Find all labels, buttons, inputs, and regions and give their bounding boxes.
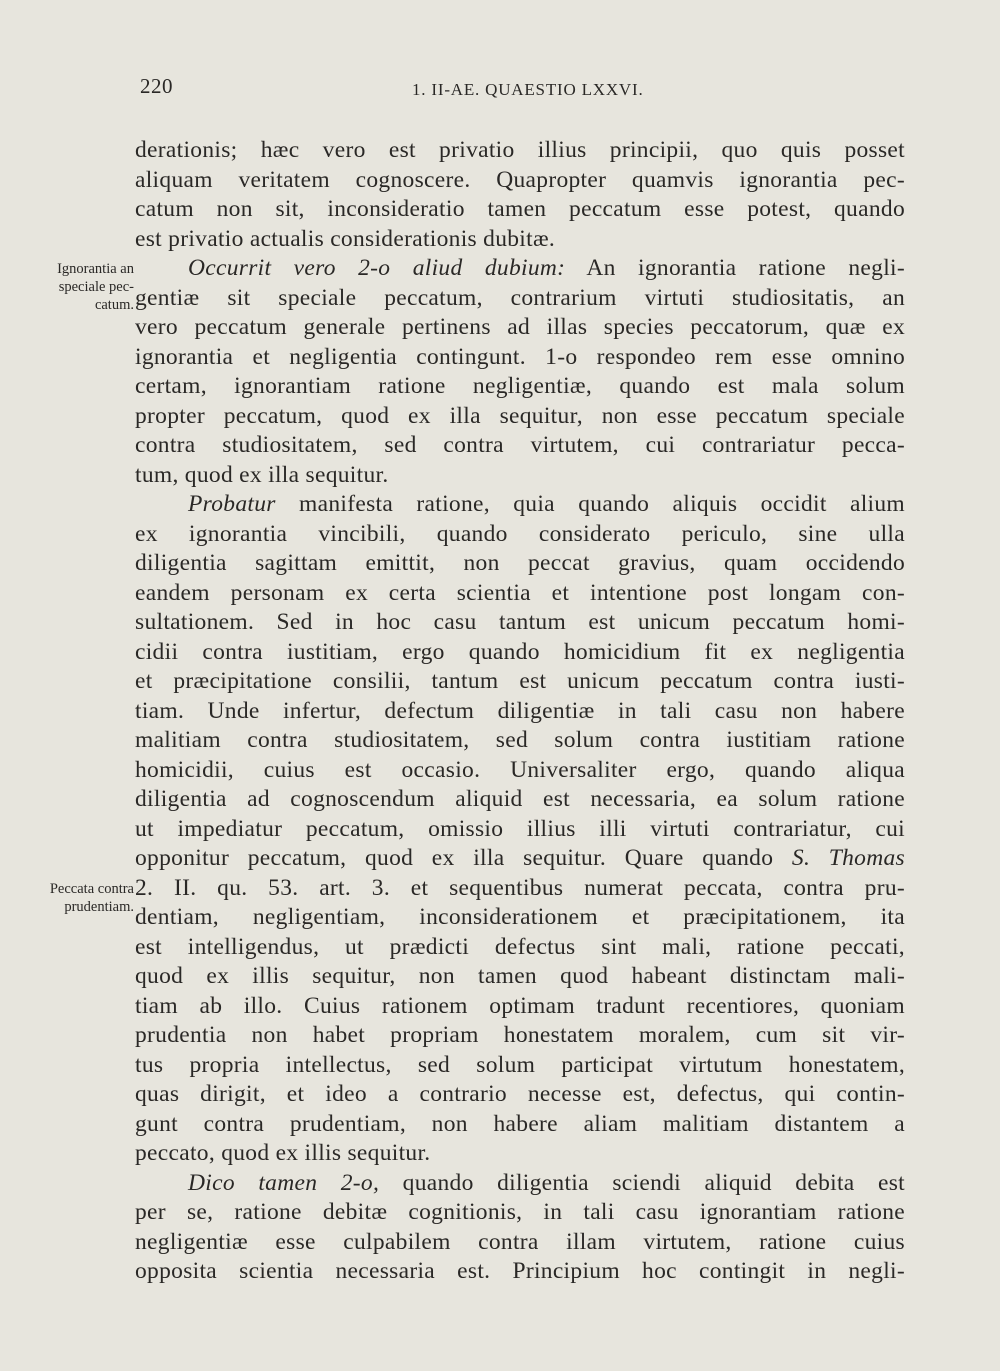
margin-note-line: Peccata contra: [49, 881, 134, 897]
text-line: [135, 254, 905, 284]
text-run: prudentia non habet propriam honestatem moralem, cum sit vir-: [135, 1022, 905, 1048]
text-line: [135, 1257, 905, 1287]
text-run: tus propria intellectus, sed solum participat virtutum honestatem,: [135, 1051, 905, 1078]
italic-phrase: Probatur: [188, 491, 276, 517]
italic-phrase: Occurrit vero 2-o aliud dubium:: [188, 255, 566, 281]
text-line: [135, 1198, 905, 1228]
margin-note-line: Ignorantia an: [57, 261, 134, 277]
text-line: [135, 992, 905, 1022]
text-run: ex ignorantia vincibili, quando considerato periculo, sine ulla: [135, 520, 905, 547]
margin-note: [0, 880, 134, 916]
text-line: [135, 195, 905, 225]
text-run: est intelligendus, ut prædicti defectus sint mali, ratione peccati,: [135, 933, 905, 960]
text-run: est privatio actualis considerationis dubitæ.: [135, 225, 556, 252]
text-line: [135, 1139, 905, 1169]
text-line: [135, 402, 905, 432]
text-run: negligentiæ esse culpabilem contra illam virtutem, ratione cuius: [135, 1228, 905, 1255]
margin-note: [0, 260, 134, 314]
text-run: ut impediatur peccatum, omissio illius illi virtuti contrariatur, cui: [135, 815, 905, 842]
text-run: per se, ratione debitæ cognitionis, in tali casu ignorantiam ratione: [135, 1199, 905, 1225]
text-line: [135, 608, 905, 638]
text-line: [135, 815, 905, 845]
text-run: homicidii, cuius est occasio. Universaliter ergo, quando aliqua: [135, 756, 905, 783]
margin-note-line: prudentiam.: [64, 899, 134, 915]
text-line: [135, 520, 905, 550]
text-line: [135, 136, 905, 166]
text-line: [135, 461, 905, 491]
text-line: [135, 1021, 905, 1051]
margin-note-line: catum.: [94, 297, 134, 313]
text-line: [135, 697, 905, 727]
text-line: [135, 874, 905, 904]
text-run: opponitur peccatum, quod ex illa sequitur. Quare quando: [135, 845, 792, 871]
text-run: gentiæ sit speciale peccatum, contrarium virtuti studiositatis, an: [135, 284, 905, 311]
margin-note-line: speciale pec-: [58, 279, 134, 295]
text-run: gunt contra prudentiam, non habere aliam malitiam distantem a: [135, 1110, 905, 1137]
text-run: quod ex illis sequitur, non tamen quod habeant distinctam mali-: [135, 963, 905, 989]
text-line: [135, 903, 905, 933]
text-line: [135, 1228, 905, 1258]
text-line: [135, 166, 905, 196]
text-line: [135, 372, 905, 402]
text-run: contra studiositatem, sed contra virtutem, cui contrariatur pecca-: [135, 432, 905, 458]
text-run: malitiam contra studiositatem, sed solum contra iustitiam ratione: [135, 727, 905, 753]
text-run: tiam ab illo. Cuius rationem optimam tradunt recentiores, quoniam: [135, 992, 905, 1019]
text-line: [135, 225, 905, 255]
italic-phrase: Dico tamen 2-o,: [188, 1169, 380, 1196]
text-line: [135, 343, 905, 373]
text-run: propter peccatum, quod ex illa sequitur, non esse peccatum speciale: [135, 402, 905, 429]
text-line: [135, 579, 905, 609]
text-line: [135, 549, 905, 579]
text-run: quas dirigit, et ideo a contrario necesse est, defectus, qui contin-: [135, 1081, 905, 1107]
text-run: vero peccatum generale pertinens ad illas species peccatorum, quæ ex: [135, 314, 905, 340]
page-number: 220: [140, 74, 173, 98]
text-run: et præcipitatione consilii, tantum est unicum peccatum contra iusti-: [135, 668, 905, 694]
text-line: [135, 431, 905, 461]
text-line: [135, 726, 905, 756]
text-run: tiam. Unde infertur, defectum diligentiæ in tali casu non habere: [135, 697, 905, 724]
text-run: ignorantia et negligentia contingunt. 1-o respondeo rem esse omnino: [135, 343, 905, 370]
text-line: [135, 638, 905, 668]
text-line: [135, 756, 905, 786]
text-run: eandem personam ex certa scientia et intentione post longam con-: [135, 579, 905, 606]
text-run: dentiam, negligentiam, inconsiderationem et præcipitationem, ita: [135, 904, 905, 930]
text-run: aliquam veritatem cognoscere. Quapropter quamvis ignorantia pec-: [135, 166, 905, 193]
text-line: [135, 1169, 905, 1199]
text-run: diligentia sagittam emittit, non peccat gravius, quam occidendo: [135, 550, 905, 576]
text-run: certam, ignorantiam ratione negligentiæ, quando est mala solum: [135, 373, 905, 399]
text-line: [135, 962, 905, 992]
text-line: [135, 667, 905, 697]
text-line: [135, 1051, 905, 1081]
text-run: peccato, quod ex illis sequitur.: [135, 1140, 431, 1166]
text-line: [135, 1110, 905, 1140]
text-run: manifesta ratione, quia quando aliquis occidit alium: [275, 491, 905, 517]
text-run: derationis; hæc vero est privatio illius principii, quo quis posset: [135, 137, 905, 163]
text-line: [135, 844, 905, 874]
text-line: [135, 1080, 905, 1110]
text-line: [135, 284, 905, 314]
italic-phrase: S. Thomas: [791, 845, 905, 871]
text-line: [135, 933, 905, 963]
text-run: tum, quod ex illa sequitur.: [135, 461, 389, 488]
text-run: opposita scientia necessaria est. Principium hoc contingit in negli-: [135, 1258, 905, 1284]
text-run: diligentia ad cognoscendum aliquid est necessaria, ea solum ratione: [135, 786, 905, 812]
text-run: catum non sit, inconsideratio tamen peccatum esse potest, quando: [135, 196, 905, 222]
text-line: [135, 785, 905, 815]
running-head: 1. II-AE. QUAESTIO LXXVI.: [412, 80, 644, 99]
text-run: quando diligentia sciendi aliquid debita est: [379, 1169, 906, 1196]
text-run: cidii contra iustitiam, ergo quando homicidium fit ex negligentia: [135, 638, 905, 665]
body-text: [135, 136, 905, 1287]
text-line: [135, 313, 905, 343]
text-line: [135, 490, 905, 520]
text-run: 2. II. qu. 53. art. 3. et sequentibus numerat peccata, contra pru-: [135, 874, 905, 901]
text-run: sultationem. Sed in hoc casu tantum est unicum peccatum homi-: [135, 609, 905, 635]
text-run: An ignorantia ratione negli-: [565, 255, 905, 281]
